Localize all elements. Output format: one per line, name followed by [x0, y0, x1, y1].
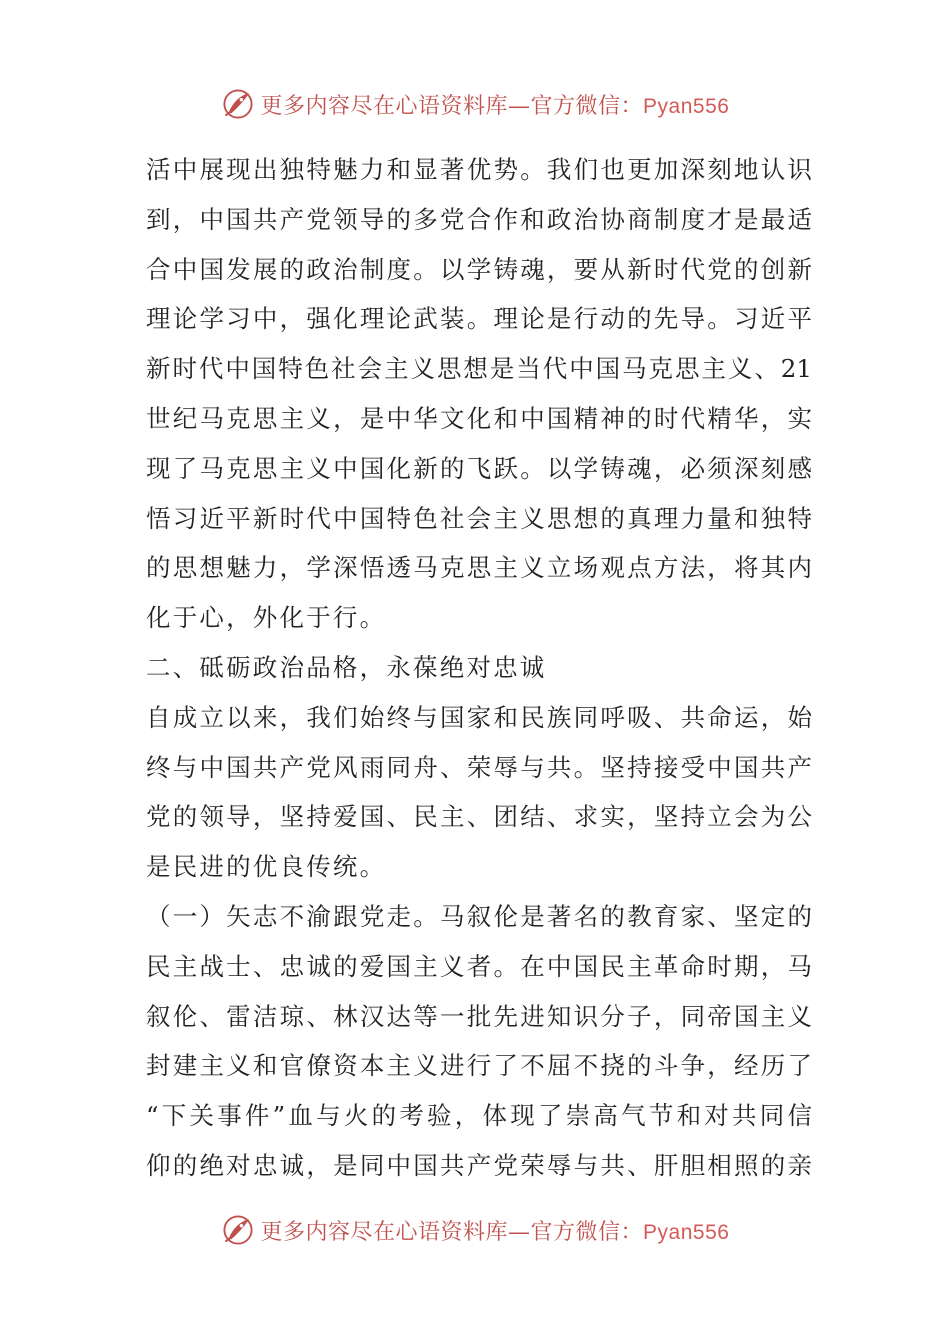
text-line: 世纪马克思主义，是中华文化和中国精神的时代精华，实	[146, 403, 812, 433]
header-banner	[0, 82, 950, 126]
text-line: 的思想魅力，学深悟透马克思主义立场观点方法，将其内	[146, 553, 812, 583]
pen-nib-logo-icon	[221, 1213, 255, 1247]
text-line: 民主战士、忠诚的爱国主义者。在中国民主革命时期，马	[146, 951, 812, 981]
text-line: 理论学习中，强化理论武装。理论是行动的先导。习近平	[146, 304, 812, 334]
text-line: 悟习近平新时代中国特色社会主义思想的真理力量和独特	[146, 503, 812, 533]
header-wechat-handle: Pyan556	[643, 94, 730, 118]
footer-banner	[0, 1208, 950, 1252]
text-line: 到，中国共产党领导的多党合作和政治协商制度才是最适	[146, 204, 812, 234]
text-line: 封建主义和官僚资本主义进行了不屈不挠的斗争，经历了	[146, 1051, 812, 1081]
text-line: “下关事件”血与火的考验，体现了崇高气节和对共同信	[146, 1101, 812, 1131]
header-banner-text: 更多内容尽在心语资料库—官方微信：Pyan556	[260, 93, 730, 119]
text-line: 终与中国共产党风雨同舟、荣辱与共。坚持接受中国共产	[146, 752, 812, 782]
text-line: 新时代中国特色社会主义思想是当代中国马克思主义、21	[146, 354, 812, 384]
text-line: 二、砥砺政治品格，永葆绝对忠诚	[146, 652, 547, 682]
text-line: 党的领导，坚持爱国、民主、团结、求实，坚持立会为公	[146, 802, 812, 832]
text-line: 是民进的优良传统。	[146, 852, 387, 882]
text-line: 合中国发展的政治制度。以学铸魂，要从新时代党的创新	[146, 254, 812, 284]
text-line: 活中展现出独特魅力和显著优势。我们也更加深刻地认识	[146, 155, 812, 184]
text-line: 自成立以来，我们始终与国家和民族同呼吸、共命运，始	[146, 702, 812, 732]
document-body	[146, 145, 812, 1191]
text-line: 现了马克思主义中国化新的飞跃。以学铸魂，必须深刻感	[146, 453, 812, 483]
text-line: 化于心，外化于行。	[146, 603, 387, 633]
footer-wechat-handle: Pyan556	[643, 1220, 730, 1244]
footer-banner-text: 更多内容尽在心语资料库—官方微信：Pyan556	[260, 1219, 730, 1245]
pen-nib-logo-icon	[221, 87, 255, 121]
text-line: 叙伦、雷洁琼、林汉达等一批先进知识分子，同帝国主义	[146, 1001, 812, 1031]
text-line: （一）矢志不渝跟党走。马叙伦是著名的教育家、坚定的	[146, 901, 812, 931]
text-line: 仰的绝对忠诚，是同中国共产党荣辱与共、肝胆相照的亲	[146, 1150, 812, 1180]
